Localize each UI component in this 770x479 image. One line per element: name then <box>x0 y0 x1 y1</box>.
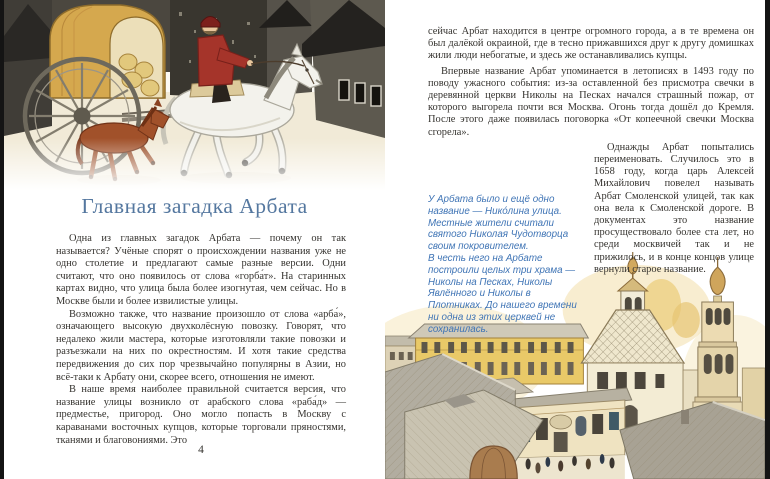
left-page <box>4 0 385 479</box>
paragraph: сейчас Арбат находится в центре огромного города, а в те времена он был далёкой окраиной, где в тесно прижавшихся друг к другу домишках жили люди небогатые, и здесь же останавливались купцы. <box>428 26 754 62</box>
paragraph: Впервые название Арбат упоминается в летописях в 1493 году по поводу ужасного события: из-за оставленной без присмотра свечки в деревянной церкви Николы на Песках начался страшный пожар, от которого выгорела почти вся Москва. Огонь тогда дошёл до Кремля. После этого даже появилась поговорка «От копеечной свечки Москва сгорела». <box>428 65 754 138</box>
sidebar-note <box>428 194 588 336</box>
left-page-body <box>56 233 346 447</box>
chapter-title: Главная загадка Арбата <box>81 194 308 218</box>
right-page <box>385 0 765 479</box>
paragraph: Возможно также, что название произошло от слова «арба́», означающего высокую двухколёсную повозку. Говорят, что недалеко жили мастера, которые изготовляли такие повозки и разъезжали на них по окрестностям. И хотя такие средства передвижения до сих пор чрезвычайно популярны в Азии, но всё-таки к Арбату они, скорее всего, отношения не имеют. <box>56 308 346 383</box>
scan-edge-left <box>0 0 4 479</box>
paragraph: Одна из главных загадок Арбата — почему он так называется? Учёные спорят о происхождении названия уже не одно столетие и предлагают самые разные версии. Одни считают, что оно появилось от слова «горба́т». На старинных картах видно, что улица была более изогнутая, чем сейчас. Но в Москве были и более извилистые улицы. <box>56 233 346 307</box>
page-number: 4 <box>198 444 204 456</box>
street <box>503 455 624 479</box>
sidebar-paragraph: В честь него на Арбате построили целых три храма — Николы на Песках, Николы Явлённого и Николы в Плотниках. До нашего времени ни одна из этих церквей не сохранилась. <box>428 252 577 335</box>
sidebar-paragraph: У Арбата было и ещё одно название — Нико́лина улица. Местные жители считали святого Николая Чудотворца своим покровителем. <box>428 194 569 253</box>
arba-cart-illustration <box>4 0 385 190</box>
paragraph: В наше время наиболее правильной считается версия, что название улицы возникло от арабского слова «раба́д» — предместье, пригород. Оно могло попасть в Москву с караванами восточных купцов, которые торговали пряностями, тканями и благовониями. Это <box>56 384 346 446</box>
scan-edge-right <box>765 0 770 479</box>
paragraph-text: Однажды Арбат попытались переименовать. Случилось это в 1658 году, когда царь Алексей Михайлович повелел называть Арбат Смоленской улицей, так как она вела к Смоленской дороге. В документах это название просуществовало более ста лет, но среди москвичей так и не прижилось, и в конце концов улице вернули старое название. <box>594 141 754 275</box>
